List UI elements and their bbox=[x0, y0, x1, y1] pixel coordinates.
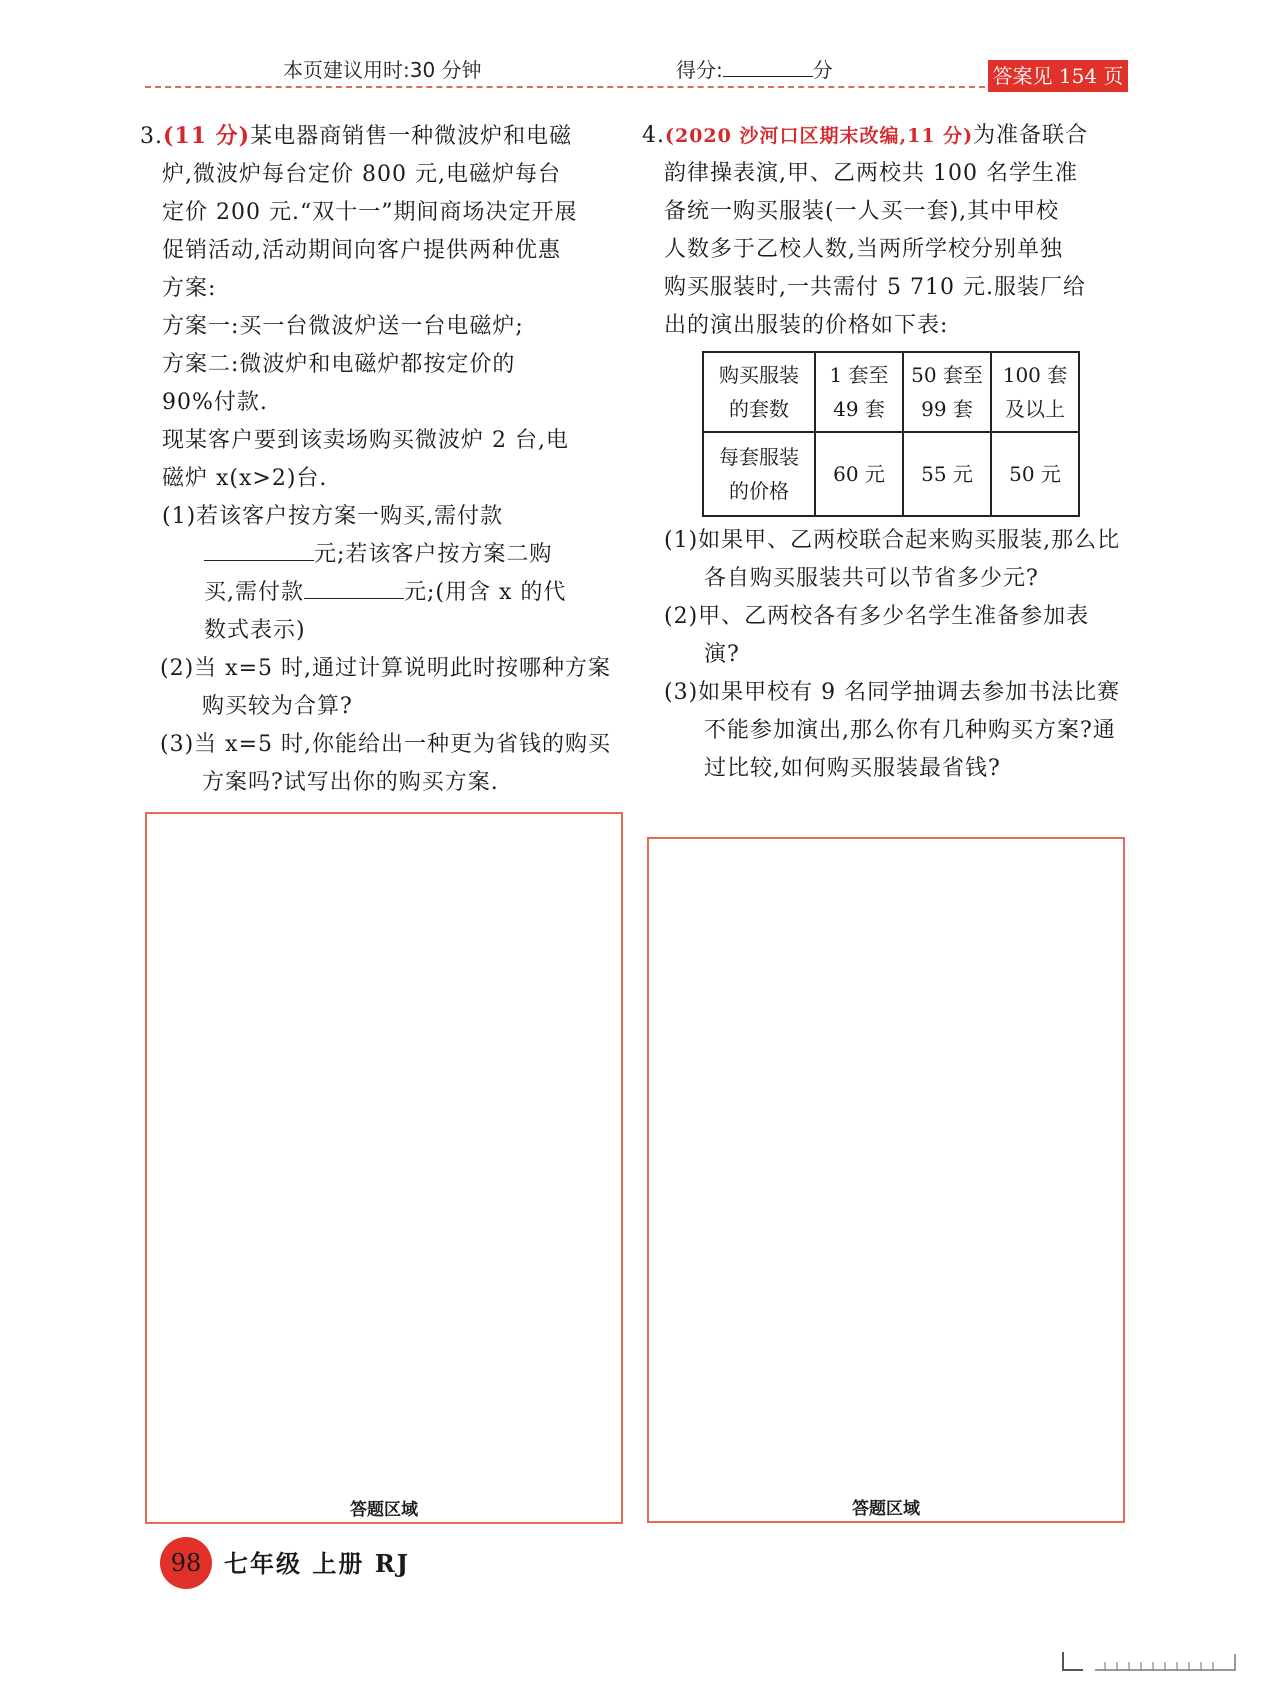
q4-line-1: 韵律操表演,甲、乙两校共 100 名学生准 bbox=[664, 161, 1078, 186]
q3-plan-2b: 90%付款. bbox=[162, 390, 268, 415]
q4-answer-area[interactable] bbox=[647, 837, 1125, 1523]
q3-plan-1: 方案一:买一台微波炉送一台电磁炉; bbox=[162, 314, 524, 339]
table-row bbox=[703, 352, 1079, 432]
q3-blank-2 bbox=[304, 574, 404, 599]
q3-line-4: 方案: bbox=[162, 276, 217, 301]
q3-sub1-e: 数式表示) bbox=[204, 618, 306, 643]
table-cell: 1 套至 49 套 bbox=[829, 363, 889, 421]
q3-score: (11 分) bbox=[163, 123, 251, 149]
q3-number: 3. bbox=[140, 124, 163, 149]
question-4-subs bbox=[664, 522, 1122, 788]
score-unit: 分 bbox=[812, 58, 833, 82]
q4-sub3: (3)如果甲校有 9 名同学抽调去参加书法比赛不能参加演出,那么你有几种购买方案?通过比较,如何购买服装最省钱? bbox=[664, 680, 1121, 781]
question-3 bbox=[140, 117, 620, 802]
q3-blank-1 bbox=[204, 536, 314, 561]
q4-line-0: 为准备联合 bbox=[973, 123, 1089, 148]
table-cell: 100 套及以上 bbox=[1002, 363, 1068, 421]
table-header-cell: 每套服装的价格 bbox=[719, 445, 799, 503]
q3-plan-2a: 方案二:微波炉和电磁炉都按定价的 bbox=[162, 352, 516, 377]
q3-sub1-a: (1)若该客户按方案一购买,需付款 bbox=[162, 504, 504, 529]
bottom-corner-marks bbox=[1055, 1648, 1245, 1674]
q3-line-2: 定价 200 元.“双十一”期间商场决定开展 bbox=[162, 200, 578, 225]
score-blank bbox=[723, 56, 813, 77]
q3-line-1: 炉,微波炉每台定价 800 元,电磁炉每台 bbox=[162, 162, 561, 187]
q3-sub3: (3)当 x=5 时,你能给出一种更为省钱的购买方案吗?试写出你的购买方案. bbox=[160, 732, 611, 795]
score-label: 得分: bbox=[676, 58, 723, 82]
q4-line-3: 人数多于乙校人数,当两所学校分别单独 bbox=[664, 237, 1063, 262]
q3-sub1-c: 买,需付款 bbox=[204, 580, 304, 605]
table-cell: 50 元 bbox=[991, 432, 1079, 516]
table-cell: 55 元 bbox=[903, 432, 991, 516]
q3-buy-a: 现某客户要到该卖场购买微波炉 2 台,电 bbox=[162, 428, 569, 453]
q3-line-0: 某电器商销售一种微波炉和电磁 bbox=[250, 124, 573, 149]
q4-line-5: 出的演出服装的价格如下表: bbox=[664, 313, 949, 338]
q3-sub2: (2)当 x=5 时,通过计算说明此时按哪种方案购买较为合算? bbox=[160, 656, 611, 719]
q4-line-4: 购买服装时,一共需付 5 710 元.服装厂给 bbox=[664, 275, 1086, 300]
score-field bbox=[676, 54, 833, 83]
table-cell: 50 套至 99 套 bbox=[911, 363, 983, 421]
q4-source: (2020 沙河口区期末改编,11 分) bbox=[665, 125, 974, 147]
q4-sub2: (2)甲、乙两校各有多少名学生准备参加表演? bbox=[664, 604, 1090, 667]
table-row bbox=[703, 432, 1079, 516]
table-header-cell: 购买服装的套数 bbox=[719, 363, 799, 421]
q3-sub1-b: 元;若该客户按方案二购 bbox=[314, 542, 553, 567]
time-hint: 本页建议用时:30 分钟 bbox=[283, 58, 482, 82]
q4-answer-area-label: 答题区域 bbox=[852, 1499, 920, 1519]
q3-answer-area-label: 答题区域 bbox=[350, 1500, 418, 1520]
q3-line-3: 促销活动,活动期间向客户提供两种优惠 bbox=[162, 238, 561, 263]
q4-number: 4. bbox=[642, 123, 665, 148]
page-number-badge: 98 bbox=[160, 1537, 212, 1589]
q3-answer-area[interactable] bbox=[145, 812, 623, 1524]
q3-sub1-d: 元;(用含 x 的代 bbox=[404, 580, 567, 605]
q3-buy-b: 磁炉 x(x>2)台. bbox=[162, 466, 328, 491]
header-divider bbox=[145, 86, 985, 88]
q4-sub1: (1)如果甲、乙两校联合起来购买服装,那么比各自购买服装共可以节省多少元? bbox=[664, 528, 1121, 591]
answer-page-tag: 答案见 154 页 bbox=[988, 60, 1128, 92]
question-4 bbox=[642, 117, 1120, 345]
q4-line-2: 备统一购买服装(一人买一套),其中甲校 bbox=[664, 199, 1060, 224]
grade-label: 七年级 上册 RJ bbox=[224, 1549, 411, 1578]
table-cell: 60 元 bbox=[815, 432, 903, 516]
price-table bbox=[702, 351, 1080, 517]
